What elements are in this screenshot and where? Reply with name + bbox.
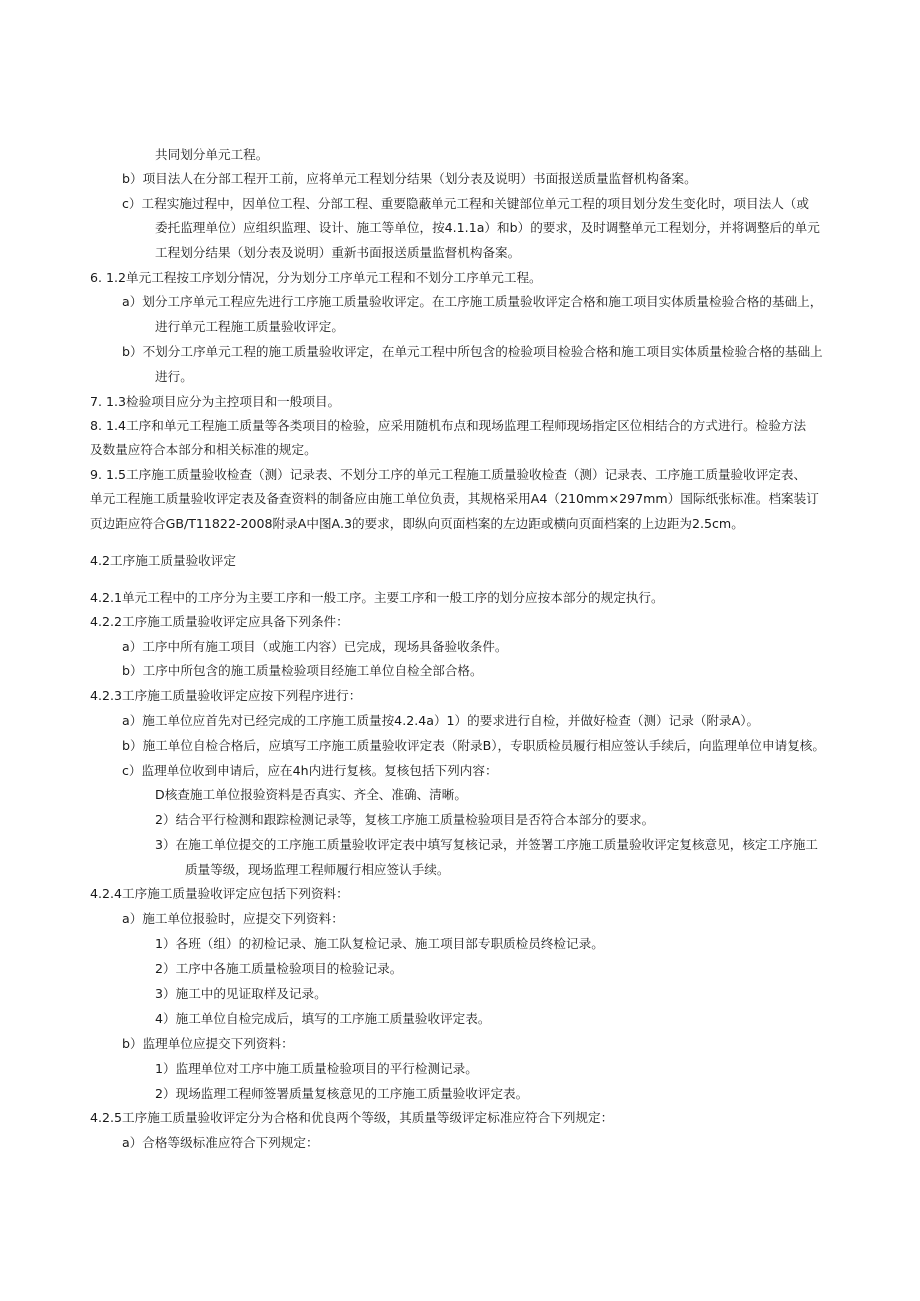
text-line: a）工序中所有施工项目（或施工内容）已完成，现场具备验收条件。 (122, 639, 508, 654)
clause: 4.2.3工序施工质量验收评定应按下列程序进行： (90, 688, 362, 703)
clause: 4.2.1单元工程中的工序分为主要工序和一般工序。主要工序和一般工序的划分应按本部分的规定执行。 (90, 590, 664, 605)
text-line: D核查施工单位报验资料是否真实、齐全、准确、清晰。 (155, 787, 467, 802)
list-item: 7. 1.3检验项目应分为主控项目和一般项目。 (90, 394, 341, 409)
text-line: b）施工单位自检合格后，应填写工序施工质量验收评定表（附录B），专职质检员履行相应签认手续后，向监理单位申请复核。 (122, 738, 825, 753)
text-line: 3）施工中的见证取样及记录。 (155, 986, 327, 1001)
list-item: 6. 1.2单元工程按工序划分情况，分为划分工序单元工程和不划分工序单元工程。 (90, 270, 542, 285)
clause: 4.2.4工序施工质量验收评定应包括下列资料： (90, 886, 349, 901)
text-line: 2）现场监理工程师签署质量复核意见的工序施工质量验收评定表。 (155, 1086, 529, 1101)
text-line: 质量等级，现场监理工程师履行相应签认手续。 (185, 862, 450, 877)
text-line: 4）施工单位自检完成后，填写的工序施工质量验收评定表。 (155, 1011, 491, 1026)
text-line: 单元工程施工质量验收评定表及备查资料的制备应由施工单位负责，其规格采用A4（210mm×297mm）国际纸张标准。档案装订 (90, 491, 819, 506)
text-line: a）划分工序单元工程应先进行工序施工质量验收评定。在工序施工质量验收评定合格和施工项目实体质量检验合格的基础上， (122, 294, 823, 309)
clause: 4.2.2工序施工质量验收评定应具备下列条件： (90, 614, 349, 629)
clause: 4.2.5工序施工质量验收评定分为合格和优良两个等级，其质量等级评定标准应符合下列规定： (90, 1110, 614, 1125)
text-line: a）施工单位应首先对已经完成的工序施工质量按4.2.4a）1）的要求进行自检，并做好检查（测）记录（附录A）。 (122, 713, 760, 728)
text-line: 工程划分结果（划分表及说明）重新书面报送质量监督机构备案。 (155, 245, 521, 260)
text-line: b）项目法人在分部工程开工前，应将单元工程划分结果（划分表及说明）书面报送质量监督机构备案。 (122, 171, 697, 186)
text-line: c）监理单位收到申请后，应在4h内进行复核。复核包括下列内容： (122, 763, 498, 778)
list-item: 9. 1.5工序施工质量验收检查（测）记录表、不划分工序的单元工程施工质量验收检查（测）记录表、工序施工质量验收评定表、 (90, 467, 807, 482)
text-line: b）不划分工序单元工程的施工质量验收评定，在单元工程中所包含的检验项目检验合格和施工项目实体质量检验合格的基础上 (122, 344, 823, 359)
text-line: b）工序中所包含的施工质量检验项目经施工单位自检全部合格。 (122, 663, 483, 678)
text-line: 委托监理单位）应组织监理、设计、施工等单位，按4.1.1a）和b）的要求，及时调整单元工程划分，并将调整后的单元 (155, 220, 820, 235)
text-line: b）监理单位应提交下列资料： (122, 1036, 294, 1051)
text-line: a）合格等级标准应符合下列规定： (122, 1135, 319, 1150)
section-heading: 4.2工序施工质量验收评定 (90, 553, 236, 568)
text-line: 进行单元工程施工质量验收评定。 (155, 319, 344, 334)
text-line: c）工程实施过程中，因单位工程、分部工程、重要隐蔽单元工程和关键部位单元工程的项目划分发生变化时，项目法人（或 (122, 196, 809, 211)
text-line: 共同划分单元工程。 (155, 147, 269, 162)
text-line: 进行。 (155, 369, 193, 384)
list-item: 8. 1.4工序和单元工程施工质量等各类项目的检验，应采用随机布点和现场监理工程师现场指定区位相结合的方式进行。检验方法 (90, 418, 807, 433)
text-line: 及数量应符合本部分和相关标准的规定。 (90, 442, 317, 457)
text-line: 1）监理单位对工序中施工质量检验项目的平行检测记录。 (155, 1061, 478, 1076)
text-line: 1）各班（组）的初检记录、施工队复检记录、施工项目部专职质检员终检记录。 (155, 936, 604, 951)
text-line: 页边距应符合GB/T11822-2008附录A中图A.3的要求，即纵向页面档案的左边距或横向页面档案的上边距为2.5cm。 (90, 516, 744, 531)
text-line: 2）结合平行检测和跟踪检测记录等，复核工序施工质量检验项目是否符合本部分的要求。 (155, 812, 655, 827)
text-line: 2）工序中各施工质量检验项目的检验记录。 (155, 961, 403, 976)
text-line: 3）在施工单位提交的工序施工质量验收评定表中填写复核记录，并签署工序施工质量验收评定复核意见，核定工序施工 (155, 837, 818, 852)
text-line: a）施工单位报验时，应提交下列资料： (122, 911, 344, 926)
